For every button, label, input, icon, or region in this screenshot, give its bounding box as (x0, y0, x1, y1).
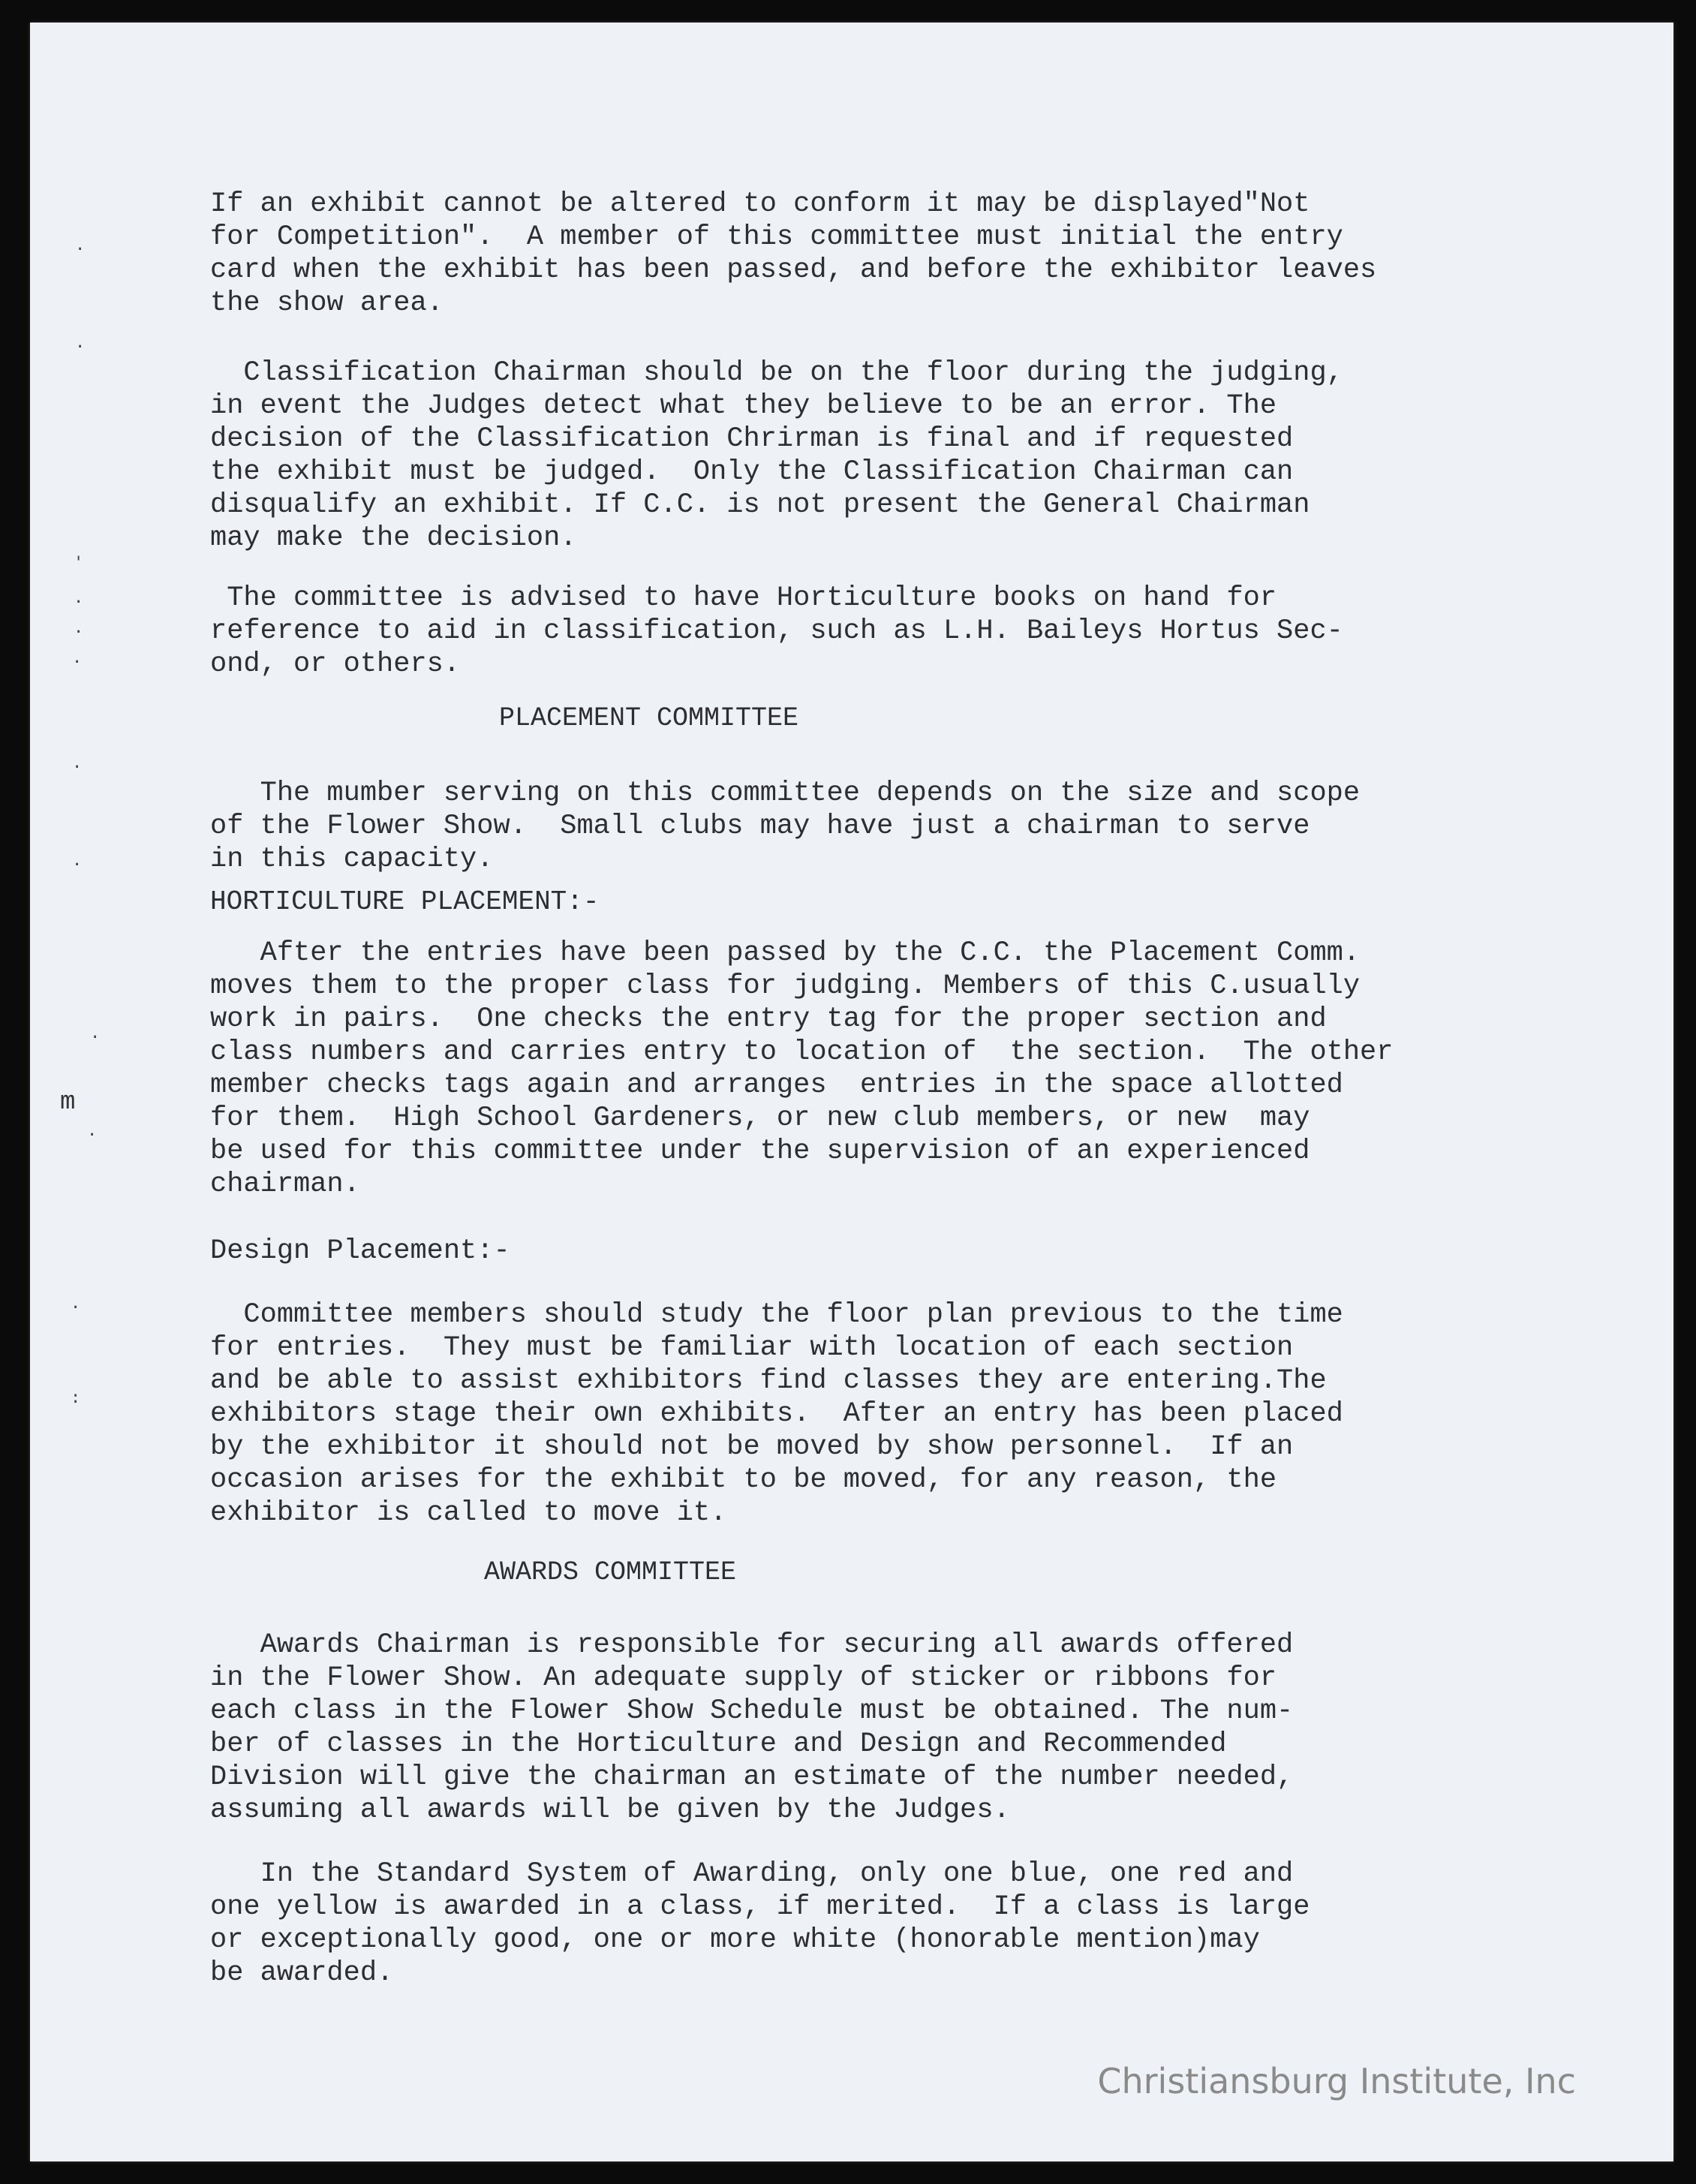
paragraph-design-placement: Committee members should study the floor plan previous to the time for entries. They must be familiar with location of each section and be able to assist exhibitors find classes they are entering.The exhibitors stage their own exhibits. After an entry has been placed by the exhibitor it should not be moved by show personnel. If an occasion arises for the exhibit to be moved, for any reason, the exhibitor is called to move it. (210, 1299, 1343, 1529)
heading-placement-committee: PLACEMENT COMMITTEE (499, 703, 799, 733)
heading-horticulture-placement: HORTICULTURE PLACEMENT:- (210, 886, 600, 917)
margin-dot: · (90, 1028, 101, 1047)
paragraph-horticulture-placement: After the entries have been passed by the C.C. the Placement Comm. moves them to the proper class for judging. Members of this C.usually work in pairs. One checks the entry tag for the proper section and class numbers and carries entry to location of the section. The other member checks tags again and arranges entries in the space allotted for them. High School Gardeners, or new club members, or new may be used for this committee under the supervision of an experienced chairman. (210, 937, 1394, 1200)
margin-dot: · (75, 338, 86, 356)
document-page (30, 23, 1673, 2161)
margin-dot: ' (74, 554, 84, 573)
margin-dot: · (74, 593, 84, 612)
paragraph-horticulture-books: The committee is advised to have Horticulture books on hand for reference to aid in classification, such as L.H. Baileys Hortus Sec- ond, or others. (210, 582, 1343, 680)
margin-dot: : (71, 1388, 81, 1407)
margin-dot: · (74, 623, 84, 642)
watermark: Christiansburg Institute, Inc (1097, 2061, 1576, 2101)
paragraph-classification-chairman: Classification Chairman should be on the floor during the judging, in event the Judges detect what they believe to be an error. The decision of the Classification Chrirman is final and if requested the exhibit must be judged. Only the Classification Chairman can disqualify an exhibit. If C.C. is not present the General Chairman may make the decision. (210, 357, 1343, 554)
paragraph-standard-system: In the Standard System of Awarding, only one blue, one red and one yellow is awarded in a class, if merited. If a class is large or exceptionally good, one or more white (honorable mention)may be awarded. (210, 1858, 1310, 1989)
margin-dot: · (87, 1126, 98, 1145)
heading-awards-committee: AWARDS COMMITTEE (484, 1557, 737, 1587)
margin-dot: · (75, 240, 86, 259)
margin-dot: · (71, 1298, 81, 1317)
paragraph-awards-chairman: Awards Chairman is responsible for securing all awards offered in the Flower Show. An adequate supply of sticker or ribbons for each class in the Flower Show Schedule must be obtained. The num- ber of classes in the Horticulture and Design and Recommended Division will give the chairman an estimate of the number needed, assuming all awards will be given by the Judges. (210, 1629, 1294, 1826)
heading-design-placement: Design Placement:- (210, 1235, 510, 1267)
paragraph-committee-size: The mumber serving on this committee depends on the size and scope of the Flower Show. Small clubs may have just a chairman to serve in this capacity. (210, 778, 1361, 875)
margin-dot: · (72, 758, 83, 777)
paragraph-exhibit-alteration: If an exhibit cannot be altered to conform it may be displayed"Not for Competition". A member of this committee must initial the entry card when the exhibit has been passed, and before the exhibitor leaves the show area. (210, 188, 1377, 319)
margin-dot: · (72, 653, 83, 672)
margin-letter: m (60, 1088, 76, 1117)
margin-dot: · (72, 856, 83, 874)
